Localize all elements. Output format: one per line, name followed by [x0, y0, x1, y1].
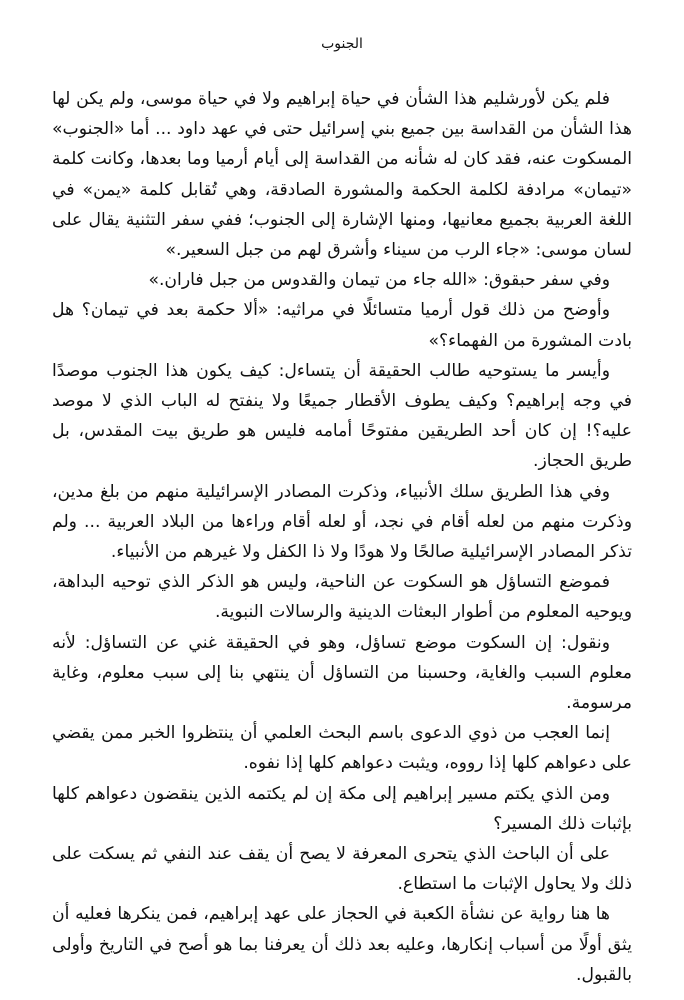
- running-header: الجنوب: [321, 36, 363, 52]
- paragraph-8: إنما العجب من ذوي الدعوى باسم البحث العلمي أن ينتظروا الخبر ممن يقضي على دعواهم كلها إذا رووه، ويثبت دعواهم كلها إذا نفوه.: [52, 723, 632, 774]
- paragraph-9: ومن الذي يكتم مسير إبراهيم إلى مكة إن لم يكتمه الذين ينقضون دعواهم كلها بإثبات ذلك المسير؟: [52, 783, 632, 834]
- paragraph-11: ها هنا رواية عن نشأة الكعبة في الحجاز على عهد إبراهيم، فمن ينكرها فعليه أن يثق أولًا من أسباب إنكارها، وعليه بعد ذلك أن يعرفنا بما هو أصح في التاريخ وأولى بالقبول.: [52, 904, 632, 985]
- paragraph-6: فموضع التساؤل هو السكوت عن الناحية، وليس هو الذكر الذي توحيه البداهة، ويوحيه المعلوم من أطوار البعثات الدينية والرسالات النبوية.: [52, 572, 632, 623]
- paragraph-3: وأوضح من ذلك قول أرميا متسائلًا في مراثيه: «ألا حكمة بعد في تيمان؟ هل بادت المشورة من الفهماء؟»: [52, 300, 632, 351]
- body-text: [52, 84, 632, 990]
- paragraph-7: ونقول: إن السكوت موضع تساؤل، وهو في الحقيقة غني عن التساؤل: لأنه معلوم السبب والغاية، وحسبنا من التساؤل أن ينتهي بنا إلى سبب معلوم، وغاية مرسومة.: [52, 632, 632, 714]
- paragraph-5: وفي هذا الطريق سلك الأنبياء، وذكرت المصادر الإسرائيلية منهم من بلغ مدين، وذكرت منهم من لعله أقام في نجد، أو لعله أقام وراءها من البلاد العربية ... ولم تذكر المصادر الإسرائيلية صالحًا ولا هودًا ولا ذا الكفل ولا غيرهم من الأنبياء.: [52, 481, 632, 563]
- paragraph-2: وفي سفر حبقوق: «الله جاء من تيمان والقدوس من جبل فاران.»: [148, 270, 610, 291]
- paragraph-4: وأيسر ما يستوحيه طالب الحقيقة أن يتساءل: كيف يكون هذا الجنوب موصدًا في وجه إبراهيم؟ وكيف يطوف الأقطار جميعًا ولا ينفتح له الباب الذي لا موصد عليه؟! إن كان أحد الطريقين مفتوحًا أمامه فليس هو طريق بيت المقدس، بل طريق الحجاز.: [52, 360, 632, 472]
- paragraph-10: على أن الباحث الذي يتحرى المعرفة لا يصح أن يقف عند النفي ثم يسكت على ذلك ولا يحاول الإثبات ما استطاع.: [52, 844, 632, 895]
- paragraph-1: فلم يكن لأورشليم هذا الشأن في حياة إبراهيم ولا في حياة موسى، ولم يكن لها هذا الشأن من القداسة بين جميع بني إسرائيل حتى في عهد داود ... أما «الجنوب» المسكوت عنه، فقد كان له شأنه من القداسة إلى أيام أرميا وما بعدها، وكانت كلمة «تيمان» مرادفة لكلمة الحكمة والمشورة الصادقة، وهي تُقابل كلمة «يمن» في اللغة العربية بجميع معانيها، ومنها الإشارة إلى الجنوب؛ ففي سفر التثنية يقال على لسان موسى: «جاء الرب من سيناء وأشرق لهم من جبل السعير.»: [52, 89, 632, 261]
